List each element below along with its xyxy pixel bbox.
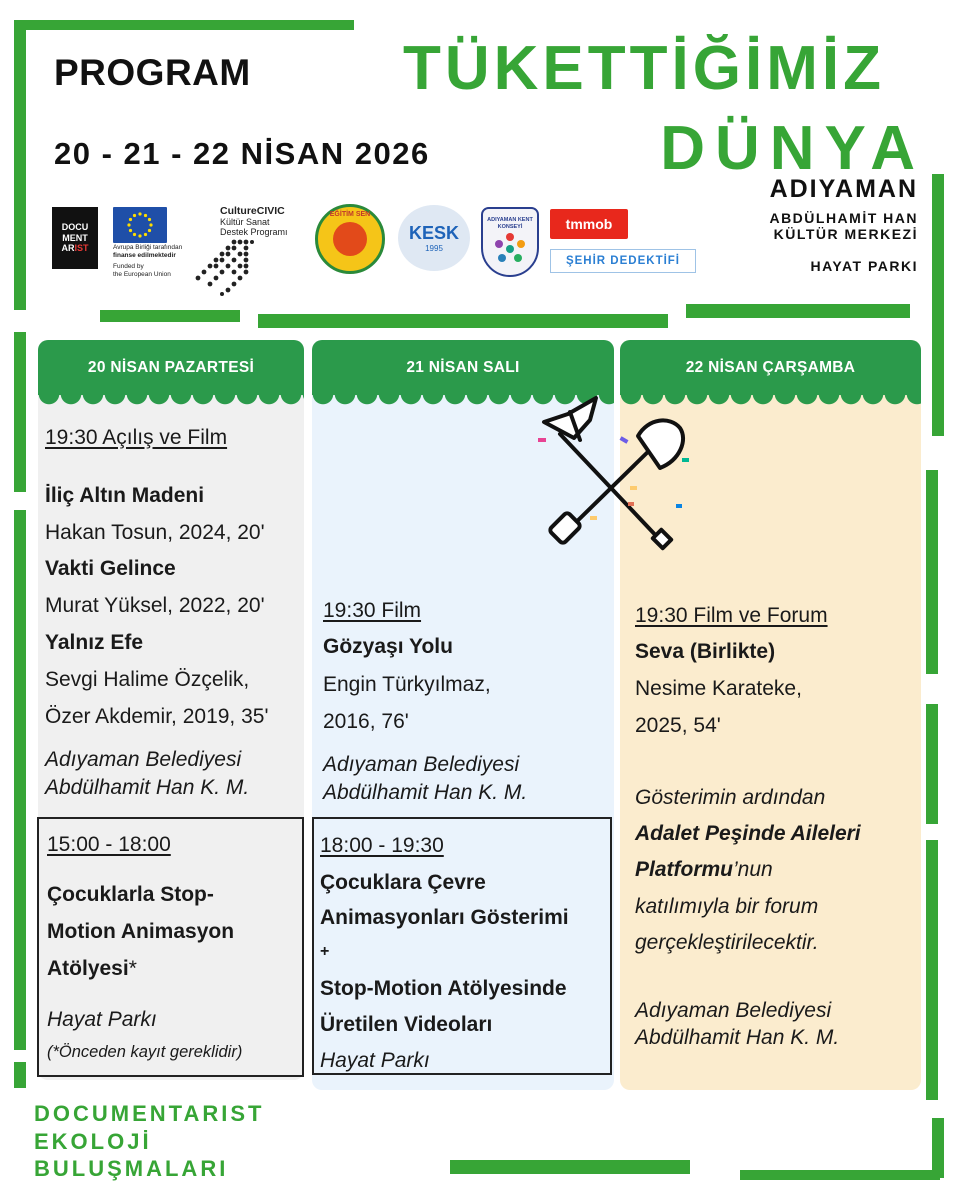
day2-plus-sign: + xyxy=(320,943,330,960)
frame-bar xyxy=(926,704,938,824)
header-scallop xyxy=(38,394,304,408)
day2-venue: Abdülhamit Han K. M. xyxy=(323,781,528,804)
frame-bar xyxy=(14,20,354,30)
tmmob-logo: tmmob xyxy=(550,209,628,239)
venue-name-line2: KÜLTÜR MERKEZİ xyxy=(773,226,918,243)
frame-bar xyxy=(740,1170,940,1180)
venue-city: ADIYAMAN xyxy=(769,175,918,203)
day3-film-title: Seva (Birlikte) xyxy=(635,640,776,663)
day3-film-meta: Nesime Karateke, xyxy=(635,677,802,700)
day1-film3-meta: Sevgi Halime Özçelik, xyxy=(45,668,250,691)
frame-bar xyxy=(258,314,668,328)
day1-film2-title: Vakti Gelince xyxy=(45,557,176,580)
day2-screening-title: Üretilen Videoları xyxy=(320,1013,493,1036)
day2-time-afternoon: 18:00 - 19:30 xyxy=(320,834,444,857)
program-label: PROGRAM xyxy=(54,52,251,93)
frame-bar xyxy=(926,470,938,674)
day2-screening-title: Animasyonları Gösterimi xyxy=(320,906,569,929)
day3-header: 22 NİSAN ÇARŞAMBA xyxy=(620,340,921,395)
eu-funding-text: Avrupa Birliği tarafından finanse edilmektedir Funded by the European Union xyxy=(113,244,183,279)
frame-bar xyxy=(926,840,938,1100)
day1-time-afternoon: 15:00 - 18:00 xyxy=(47,833,171,856)
documentarist-logo: DOCU MENT ARIST xyxy=(52,207,98,269)
day2-film-meta: Engin Türkyılmaz, xyxy=(323,673,491,696)
day2-header: 21 NİSAN SALI xyxy=(312,340,614,395)
day1-film2-meta: Murat Yüksel, 2022, 20' xyxy=(45,594,265,617)
day3-film-meta: 2025, 54' xyxy=(635,714,721,737)
frame-bar xyxy=(686,304,910,318)
day1-film3-meta: Özer Akdemir, 2019, 35' xyxy=(45,705,269,728)
day3-time-evening: 19:30 Film ve Forum xyxy=(635,604,828,627)
kesk-logo: KESK 1995 xyxy=(398,205,470,271)
egitim-sen-emblem-icon xyxy=(333,222,367,256)
day1-venue: Abdülhamit Han K. M. xyxy=(45,776,250,799)
frame-bar xyxy=(932,174,944,436)
day1-film1-meta: Hakan Tosun, 2024, 20' xyxy=(45,521,265,544)
footer-line: EKOLOJİ xyxy=(34,1128,152,1154)
day1-film1-title: İliç Altın Madeni xyxy=(45,484,205,507)
egitim-sen-logo: EĞİTİM SEN xyxy=(315,204,385,274)
day2-venue: Adıyaman Belediyesi xyxy=(323,753,520,776)
day1-workshop-venue: Hayat Parkı xyxy=(47,1008,157,1031)
culturecivic-logo: CultureCIVIC Kültür Sanat Destek Programı xyxy=(220,205,288,238)
event-title-line2: DÜNYA xyxy=(660,114,925,183)
pickaxe-shovel-icon xyxy=(530,394,700,554)
frame-bar xyxy=(14,20,26,310)
day1-workshop-title: Atölyesi* xyxy=(47,957,137,980)
day2-time-evening: 19:30 Film xyxy=(323,599,422,622)
day3-forum-text: Adalet Peşinde Aileleri xyxy=(635,822,861,845)
day3-forum-text: gerçekleştirilecektir. xyxy=(635,931,819,954)
day2-film-meta: 2016, 76' xyxy=(323,710,409,733)
footer-brand xyxy=(34,1100,264,1183)
day2-screening-title: Çocuklara Çevre xyxy=(320,871,486,894)
venue-name xyxy=(690,210,918,242)
frame-bar xyxy=(14,332,26,492)
footer-line: DOCUMENTARIST xyxy=(34,1101,265,1126)
day1-registration-note: (*Önceden kayıt gereklidir) xyxy=(47,1043,243,1061)
frame-bar xyxy=(450,1160,690,1174)
sehir-dedektifi-logo: ŞEHİR DEDEKTİFİ xyxy=(550,249,696,273)
frame-bar xyxy=(100,310,240,322)
day3-forum-text: katılımıyla bir forum xyxy=(635,895,819,918)
frame-bar xyxy=(932,1118,944,1178)
day2-screening-venue: Hayat Parkı xyxy=(320,1049,430,1072)
day1-workshop-title: Motion Animasyon xyxy=(47,920,235,943)
venue-name-line1: ABDÜLHAMİT HAN xyxy=(769,210,918,226)
day1-venue: Adıyaman Belediyesi xyxy=(45,748,242,771)
day3-venue: Adıyaman Belediyesi xyxy=(635,999,832,1022)
day3-venue: Abdülhamit Han K. M. xyxy=(635,1026,840,1049)
culturecivic-dots-icon xyxy=(194,238,254,296)
venue-park: HAYAT PARKI xyxy=(810,258,918,274)
kent-konseyi-star-icon xyxy=(492,231,528,267)
day2-screening-title: Stop-Motion Atölyesinde xyxy=(320,977,567,1000)
day2-film-title: Gözyaşı Yolu xyxy=(323,635,453,658)
day3-forum-text: Platformu’nun xyxy=(635,858,773,881)
day3-forum-text: Gösterimin ardından xyxy=(635,786,826,809)
frame-bar xyxy=(14,510,26,1050)
day1-film3-title: Yalnız Efe xyxy=(45,631,144,654)
event-title-line1: TÜKETTİĞİMİZ xyxy=(403,34,885,103)
frame-bar xyxy=(14,1062,26,1088)
day1-time-evening: 19:30 Açılış ve Film xyxy=(45,426,228,449)
footer-line: BULUŞMALARI xyxy=(34,1156,229,1181)
kent-konseyi-logo: ADIYAMAN KENT KONSEYİ xyxy=(481,207,539,277)
day1-header: 20 NİSAN PAZARTESİ xyxy=(38,340,304,395)
event-dates: 20 - 21 - 22 NİSAN 2026 xyxy=(54,136,430,171)
eu-flag-logo xyxy=(113,207,167,243)
day1-workshop-title: Çocuklarla Stop- xyxy=(47,883,214,906)
